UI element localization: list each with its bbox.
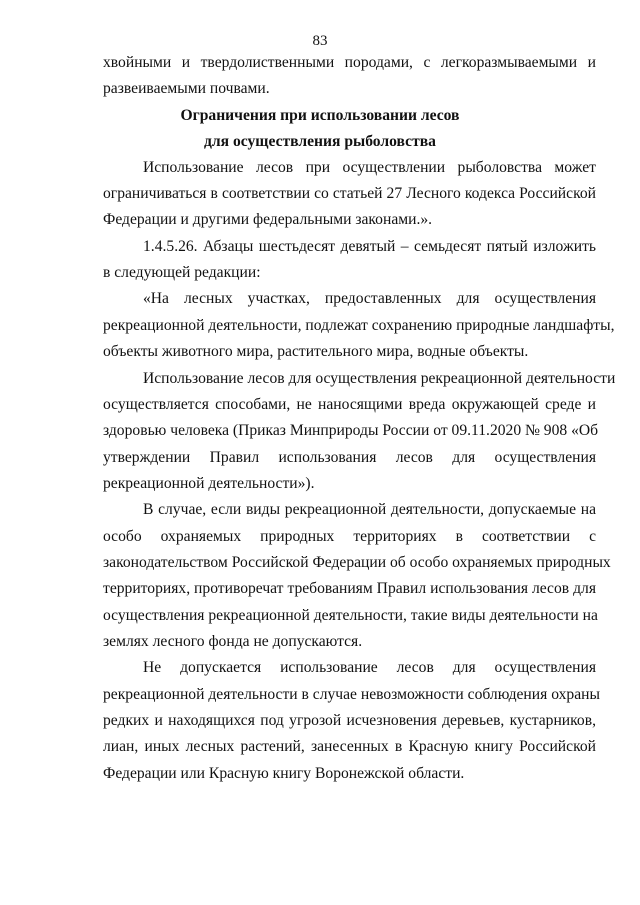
text-line: рекреационной деятельности, подлежат сохранению природные ландшафты, <box>103 317 615 334</box>
text-line: Использование лесов при осуществлении рыболовства может <box>143 159 596 176</box>
text-line: осуществляется способами, не наносящими вреда окружающей среде и <box>103 396 596 413</box>
section-heading: Ограничения при использовании лесов <box>180 107 460 124</box>
text-line: В случае, если виды рекреационной деятельности, допускаемые на <box>143 501 596 518</box>
text-line: территориях, противоречат требованиям Правил использования лесов для <box>103 580 596 597</box>
page-number: 83 <box>312 33 328 49</box>
text-line: Федерации или Красную книгу Воронежской области. <box>103 765 465 782</box>
text-line: в следующей редакции: <box>103 264 261 281</box>
section-heading: для осуществления рыболовства <box>204 133 436 150</box>
text-line: Федерации и другими федеральными законами.». <box>103 211 433 228</box>
text-line: 1.4.5.26. Абзацы шестьдесят девятый – семьдесят пятый изложить <box>143 238 596 255</box>
text-line: Использование лесов для осуществления рекреационной деятельности <box>143 370 616 387</box>
text-line: особо охраняемых природных территориях в соответствии с <box>103 528 596 545</box>
text-line: развеиваемыми почвами. <box>103 80 270 97</box>
text-line: «На лесных участках, предоставленных для осуществления <box>143 290 596 307</box>
text-line: лиан, иных лесных растений, занесенных в Красную книгу Российской <box>103 738 596 755</box>
text-line: хвойными и твердолиственными породами, с легкоразмываемыми и <box>103 54 596 71</box>
text-line: землях лесного фонда не допускаются. <box>103 633 363 650</box>
text-line: осуществления рекреационной деятельности, такие виды деятельности на <box>103 607 598 624</box>
text-line: утверждении Правил использования лесов для осуществления <box>103 449 596 466</box>
text-line: здоровью человека (Приказ Минприроды России от 09.11.2020 № 908 «Об <box>103 422 599 439</box>
text-line: ограничиваться в соответствии со статьей 27 Лесного кодекса Российской <box>103 185 596 202</box>
text-line: законодательством Российской Федерации об особо охраняемых природных <box>103 554 611 571</box>
text-line: объекты животного мира, растительного мира, водные объекты. <box>103 343 529 360</box>
text-line: рекреационной деятельности»). <box>103 475 315 492</box>
text-line: Не допускается использование лесов для осуществления <box>143 659 596 676</box>
text-line: редких и находящихся под угрозой исчезновения деревьев, кустарников, <box>103 712 596 729</box>
text-line: рекреационной деятельности в случае невозможности соблюдения охраны <box>103 686 600 703</box>
